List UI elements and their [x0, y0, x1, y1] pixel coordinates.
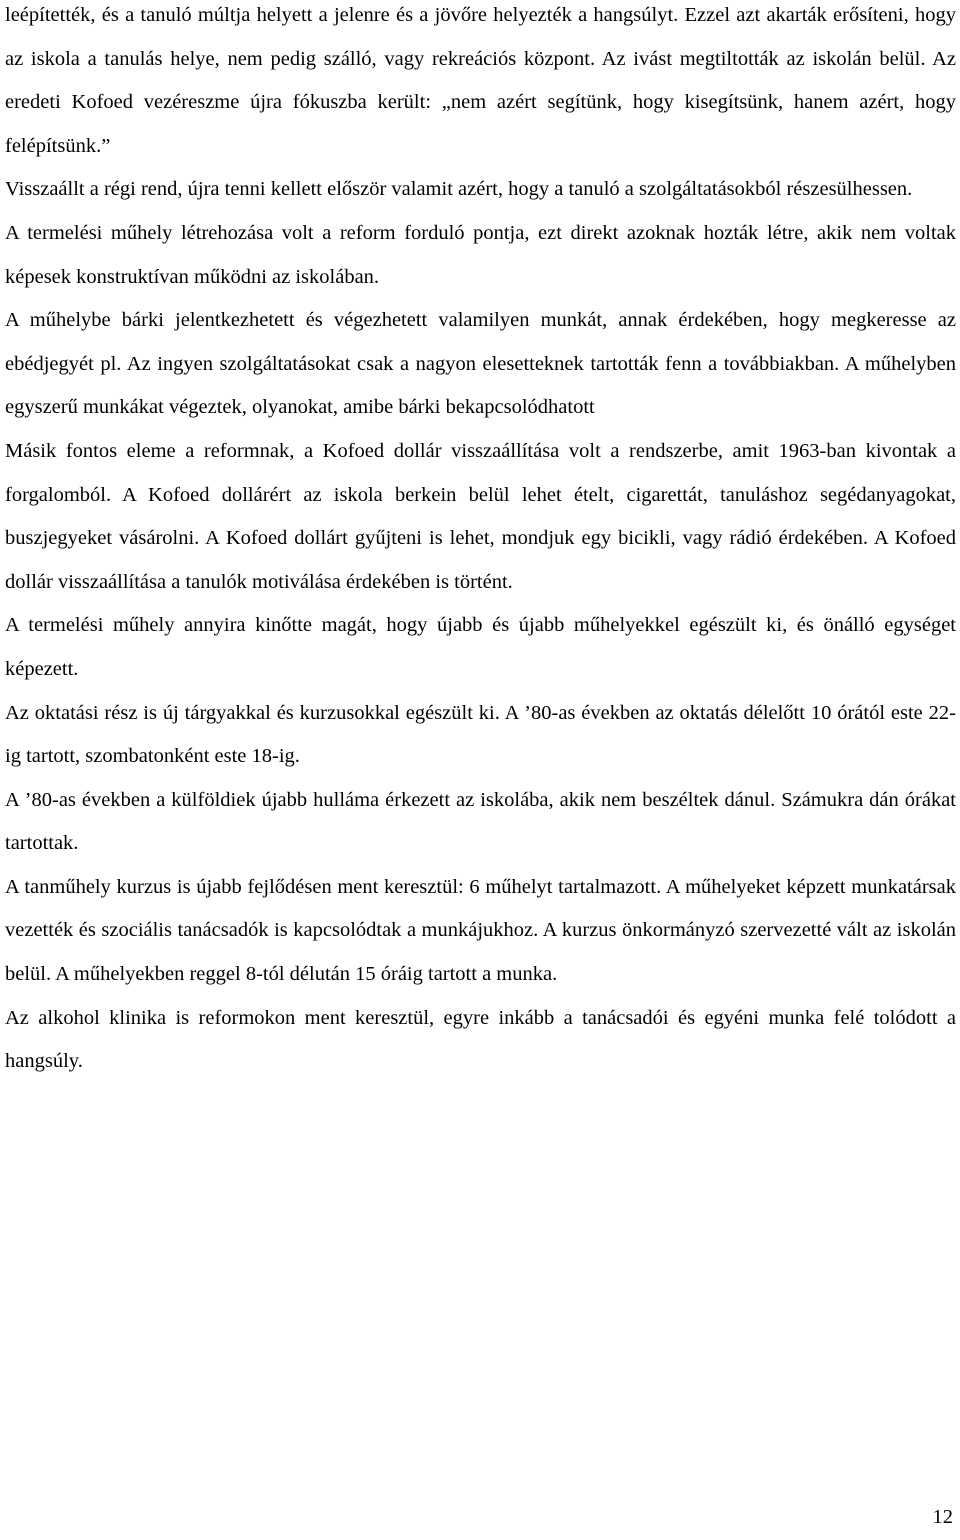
paragraph-4: A műhelybe bárki jelentkezhetett és végezhetett valamilyen munkát, annak érdekében, hogy megkeresse az ebédjegyét pl. Az ingyen szolgáltatásokat csak a nagyon elesetteknek tartották fenn a továbbiakban. A műhelyben egyszerű munkákat végeztek, olyanokat, amibe bárki bekapcsolódhatott [5, 309, 956, 419]
paragraph-10: Az alkohol klinika is reformokon ment keresztül, egyre inkább a tanácsadói és egyéni munka felé tolódott a hangsúly. [5, 1006, 956, 1073]
paragraph-8: A ’80-as években a külföldiek újabb hulláma érkezett az iskolába, akik nem beszéltek dánul. Számukra dán órákat tartottak. [5, 788, 956, 855]
paragraph-5: Másik fontos eleme a reformnak, a Kofoed dollár visszaállítása volt a rendszerbe, amit 1963-ban kivontak a forgalomból. A Kofoed dollárért az iskola berkein belül lehet ételt, cigarettát, tanuláshoz segédanyagokat, buszjegyeket vásárolni. A Kofoed dollárt gyűjteni is lehet, mondjuk egy bicikli, vagy rádió érdekében. A Kofoed dollár visszaállítása a tanulók motiválása érdekében is történt. [5, 439, 956, 593]
document-body [5, 0, 956, 1084]
page-number: 12 [932, 1506, 953, 1529]
paragraph-9: A tanműhely kurzus is újabb fejlődésen ment keresztül: 6 műhelyt tartalmazott. A műhelyeket képzett munkatársak vezették és szociális tanácsadók is kapcsolódtak a munkájukhoz. A kurzus önkormányzó szervezetté vált az iskolán belül. A műhelyekben reggel 8-tól délután 15 óráig tartott a munka. [5, 875, 956, 986]
paragraph-1: leépítették, és a tanuló múltja helyett a jelenre és a jövőre helyezték a hangsúlyt. Ezzel azt akarták erősíteni, hogy az iskola a tanulás helye, nem pedig szálló, vagy rekreációs központ. Az ivást megtiltották az iskolán belül. Az eredeti Kofoed vezéreszme újra fókuszba került: „nem azért segítünk, hogy kisegítsünk, hanem azért, hogy felépítsünk.” [5, 4, 956, 157]
paragraph-7: Az oktatási rész is új tárgyakkal és kurzusokkal egészült ki. A ’80-as években az oktatás délelőtt 10 órától este 22-ig tartott, szombatonként este 18-ig. [5, 701, 956, 768]
paragraph-6: A termelési műhely annyira kinőtte magát, hogy újabb és újabb műhelyekkel egészült ki, és önálló egységet képezett. [5, 614, 956, 680]
paragraph-3: A termelési műhely létrehozása volt a reform forduló pontja, ezt direkt azoknak hozták létre, akik nem voltak képesek konstruktívan működni az iskolában. [5, 221, 956, 288]
paragraph-2: Visszaállt a régi rend, újra tenni kellett először valamit azért, hogy a tanuló a szolgáltatásokból részesülhessen. [5, 178, 913, 201]
